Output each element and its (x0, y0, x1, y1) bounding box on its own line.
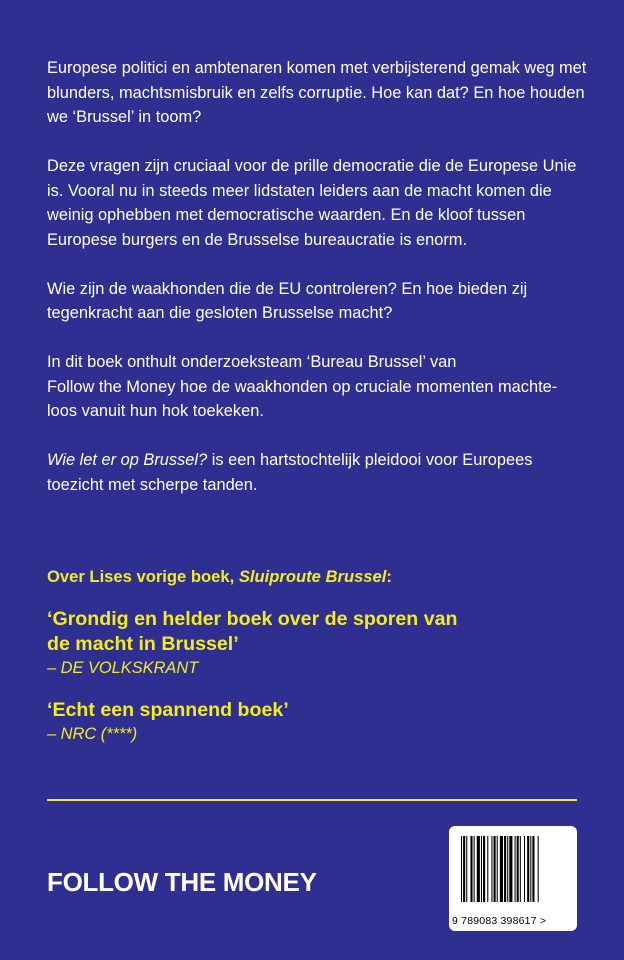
reviews-section (47, 566, 587, 764)
blurb-line: In dit boek onthult onderzoeksteam ‘Bureau Brussel’ van (47, 353, 457, 371)
barcode-bar (509, 836, 512, 902)
blurb-paragraph: Europese politici en ambtenaren komen met verbijsterend gemak weg met blunders, machtsmisbruik en zelfs corruptie. Hoe kan dat? En hoe houden we ‘Brussel’ in toom? (47, 59, 587, 126)
barcode-bar (507, 836, 508, 902)
barcode-bar (517, 836, 519, 902)
barcode-bar (538, 836, 539, 902)
back-cover-blurb (47, 56, 587, 522)
barcode-bar (487, 836, 488, 902)
barcode-bar (530, 836, 531, 902)
review-quote-line: de macht in Brussel’ (47, 633, 239, 655)
barcode-bar (515, 836, 516, 902)
blurb-paragraph: Wie zijn de waakhonden die de EU controleren? En hoe bieden zij tegenkracht aan die gesloten Brusselse macht? (47, 279, 528, 322)
barcode-bar (491, 836, 492, 902)
previous-book-title: Sluiproute Brussel (238, 567, 387, 586)
review-source: – NRC (****) (47, 725, 138, 743)
barcode-bar (463, 836, 465, 902)
book-title: Wie let er op Brussel? (47, 451, 208, 469)
barcode-bar (524, 836, 525, 902)
reviews-intro-suffix: : (386, 567, 392, 586)
review-source: – DE VOLKSKRANT (47, 659, 199, 677)
barcode-bar (532, 836, 534, 902)
review-quote-line: ‘Grondig en helder boek over de sporen van (47, 608, 458, 630)
barcode-bar (497, 836, 498, 902)
barcode-bar (500, 836, 503, 902)
blurb-paragraph (47, 448, 587, 497)
barcode-bar (474, 836, 475, 902)
divider (47, 799, 577, 801)
reviews-intro-prefix: Over Lises vorige boek, (47, 567, 239, 586)
reviews-intro (47, 566, 587, 588)
barcode-bar (477, 836, 480, 902)
barcode-bar (504, 836, 506, 902)
barcode-bar (481, 836, 482, 902)
barcode-bar (527, 836, 529, 902)
barcode-bar (461, 836, 462, 902)
barcode-bar (494, 836, 496, 902)
isbn-number: 9 789083 398617 > (452, 915, 547, 927)
publisher-logo: FOLLOW THE MONEY (47, 867, 317, 897)
blurb-text: is een hartstochtelijk pleidooi voor Europees toezicht met scherpe tanden. (47, 451, 533, 494)
barcode-bar (520, 836, 521, 902)
review-quote: ‘Echt een spannend boek’ (47, 699, 289, 721)
blurb-paragraph (47, 350, 587, 424)
barcode-bar (483, 836, 485, 902)
blurb-line: Follow the Money hoe de waakhonden op cruciale momenten machte- (47, 377, 558, 396)
barcode-bar (466, 836, 467, 902)
barcode (449, 826, 577, 931)
blurb-line: loos vanuit hun hok toekeken. (47, 402, 264, 420)
barcode-bars (461, 836, 565, 902)
barcode-bar (470, 836, 472, 902)
blurb-paragraph: Deze vragen zijn cruciaal voor de prille democratie die de Europese Unie is. Vooral nu in steeds meer lidstaten leiders aan de macht komen die weinig ophebben met democratische waarden. En de kloof tussen Europese burgers en de Brusselse bureaucratie is enorm. (47, 157, 577, 249)
review-quote (47, 607, 587, 657)
